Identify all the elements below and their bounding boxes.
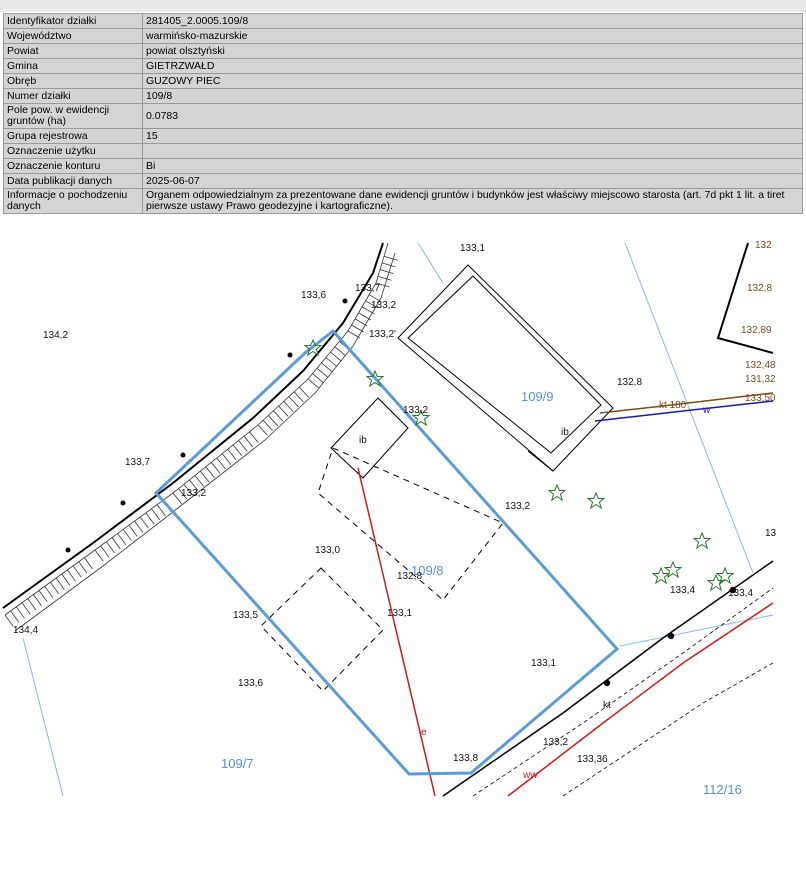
info-row (4, 74, 803, 89)
info-row (4, 59, 803, 74)
info-key: Identyfikator działki (4, 14, 143, 29)
height-label: 132,8 (747, 283, 773, 294)
height-label: 133,2 (505, 501, 531, 512)
info-row (4, 144, 803, 159)
info-value: warmińsko-mazurskie (143, 29, 803, 44)
height-label: 133,4 (728, 588, 754, 599)
info-value: 15 (143, 129, 803, 144)
height-label: 131,32 (745, 374, 776, 385)
info-key: Data publikacji danych (4, 174, 143, 189)
utility-label: w (703, 405, 711, 416)
info-value: powiat olsztyński (143, 44, 803, 59)
top-bar (0, 0, 806, 12)
info-key: Powiat (4, 44, 143, 59)
parcel-info-table (3, 13, 803, 214)
height-label: 134,4 (13, 625, 39, 636)
height-label: 133,2' (369, 329, 396, 340)
height-label: 133,2 (371, 300, 397, 311)
info-key: Pole pow. w ewidencji gruntów (ha) (4, 104, 143, 129)
info-value: 0.0783 (143, 104, 803, 129)
height-label: 133,1 (387, 608, 413, 619)
height-label: 132 (755, 240, 772, 251)
info-row (4, 174, 803, 189)
utility-label: kt (603, 700, 611, 711)
info-key: Grupa rejestrowa (4, 129, 143, 144)
info-value: Bi (143, 159, 803, 174)
height-label: 134,2 (43, 330, 69, 341)
info-row (4, 14, 803, 29)
info-row (4, 44, 803, 59)
height-labels (13, 240, 777, 765)
info-key: Obręb (4, 74, 143, 89)
height-label: 133,1 (460, 243, 486, 254)
info-value: 109/8 (143, 89, 803, 104)
height-label: 133,6 (238, 678, 264, 689)
parcel-label-109-7: 109/7 (221, 756, 254, 771)
height-label: 132,48 (745, 360, 776, 371)
info-row (4, 104, 803, 129)
height-label: 133,0 (315, 545, 341, 556)
info-value: 2025-06-07 (143, 174, 803, 189)
info-key: Oznaczenie konturu (4, 159, 143, 174)
height-label: 133,4 (670, 585, 696, 596)
parcel-label-109-8: 109/8 (411, 563, 444, 578)
building-ib (331, 398, 408, 478)
height-label: 133,2 (403, 405, 429, 416)
info-value: GIETRZWAŁD (143, 59, 803, 74)
info-value (143, 144, 803, 159)
embankment-hatch (5, 243, 398, 631)
info-row (4, 159, 803, 174)
height-label: 132,8 (617, 377, 643, 388)
info-key: Informacje o pochodzeniu danych (4, 189, 143, 214)
height-label: 133,36 (577, 754, 608, 765)
info-key: Gmina (4, 59, 143, 74)
info-value: Organem odpowiedzialnym za prezentowane dane ewidencji gruntów i budynków jest właściwy miejscowo starosta (art. 7d pkt 1 lit. a tiret pierwsze ustawy Prawo geodezyjne i kartograficzne). (143, 189, 803, 214)
info-row (4, 89, 803, 104)
info-row (4, 129, 803, 144)
neighbor-boundary (718, 243, 773, 353)
parcel-label-112-16: 112/16 (703, 782, 742, 797)
lower-road (443, 561, 773, 796)
height-label: 133,5 (233, 610, 259, 621)
info-key: Numer działki (4, 89, 143, 104)
building-label: ib (561, 427, 569, 438)
info-row (4, 29, 803, 44)
background-parcel-lines (23, 243, 773, 796)
height-label: 133,6 (301, 290, 327, 301)
height-label: 133,7 (125, 457, 151, 468)
utility-label: ww (523, 770, 538, 781)
height-label: 13 (765, 528, 777, 539)
height-label: 133,8 (453, 753, 479, 764)
info-key: Oznaczenie użytku (4, 144, 143, 159)
map-view[interactable] (3, 240, 777, 797)
utility-label: e (421, 727, 427, 738)
map-canvas[interactable] (3, 240, 777, 797)
parcel-label-109-9: 109/9 (521, 389, 554, 404)
height-label: 133,2 (181, 488, 207, 499)
height-label: 133,50 (745, 393, 776, 404)
info-row (4, 189, 803, 214)
height-label: 133,1 (531, 658, 557, 669)
building-label: ib (359, 435, 367, 446)
height-label: 133,2 (543, 737, 569, 748)
height-label: 132,89 (741, 325, 772, 336)
utility-label: kt 180 (659, 400, 687, 411)
info-value: 281405_2.0005.109/8 (143, 14, 803, 29)
height-label: 133,7 (355, 283, 381, 294)
info-key: Województwo (4, 29, 143, 44)
info-value: GUZOWY PIEC (143, 74, 803, 89)
height-label: 132,8 (397, 571, 423, 582)
